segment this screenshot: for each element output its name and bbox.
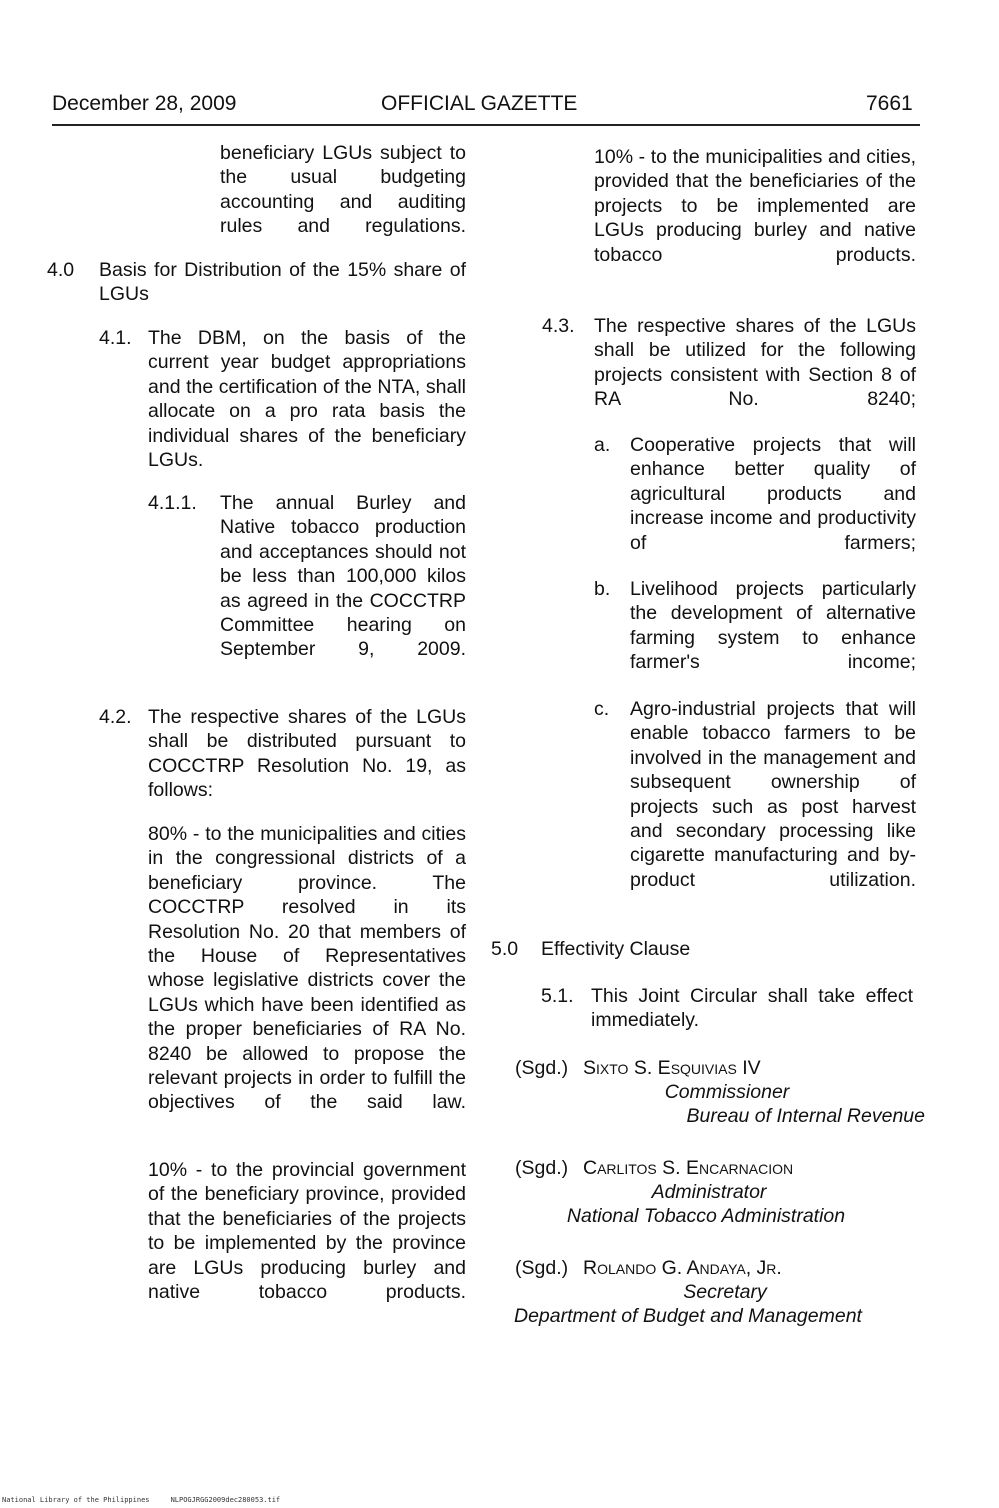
signatory-1-name: Sixto S. Esquivias IV bbox=[583, 1057, 761, 1079]
section-4-2-number: 4.2. bbox=[99, 706, 132, 728]
section-4-1-1-number: 4.1.1. bbox=[148, 492, 197, 514]
intro-paragraph: beneficiary LGUs subject to the usual budgeting accounting and auditing rules and regulations. bbox=[220, 142, 466, 238]
signatory-3-prefix: (Sgd.) bbox=[515, 1257, 569, 1279]
section-4-number: 4.0 bbox=[47, 259, 75, 281]
signatory-2-prefix: (Sgd.) bbox=[515, 1157, 569, 1179]
section-4-2-text: The respective shares of the LGUs shall be distributed pursuant to COCCTRP Resolution No. 19, as follows: bbox=[148, 706, 466, 802]
signatory-1-office: Bureau of Internal Revenue bbox=[686, 1105, 925, 1127]
section-4-3-text: The respective shares of the LGUs shall be utilized for the following projects consistent with Section 8 of RA No. 8240; bbox=[594, 315, 916, 411]
section-5-1-text: This Joint Circular shall take effect immediately. bbox=[591, 985, 913, 1032]
section-4-title: Basis for Distribution of the 15% share of LGUs bbox=[99, 259, 466, 306]
paragraph-10-percent-province: 10% - to the provincial government of the beneficiary province, provided that the beneficiaries of the projects to be implemented by the province are LGUs producing burley and native tobacco products. bbox=[148, 1159, 466, 1304]
paragraph-10-percent-municipalities: 10% - to the municipalities and cities, provided that the beneficiaries of the projects to be implemented are LGUs producing burley and native tobacco products. bbox=[594, 146, 916, 266]
header-page-number: 7661 bbox=[866, 92, 913, 115]
signatory-2-name: Carlitos S. Encarnacion bbox=[583, 1157, 794, 1179]
signatory-1-prefix: (Sgd.) bbox=[515, 1057, 569, 1079]
signatory-1-title: Commissioner bbox=[664, 1081, 790, 1103]
item-b-label: b. bbox=[594, 578, 611, 600]
item-a-text: Cooperative projects that will enhance better quality of agricultural products and increase income and productivity of farmers; bbox=[630, 434, 916, 554]
section-5-number: 5.0 bbox=[491, 938, 519, 960]
item-c-text: Agro-industrial projects that will enable tobacco farmers to be involved in the management and subsequent ownership of projects such as post harvest and secondary processing like cigarette manufacturing and by-product utilization. bbox=[630, 698, 916, 891]
header-date: December 28, 2009 bbox=[52, 92, 237, 115]
item-b-text: Livelihood projects particularly the development of alternative farming system to enhance farmer's income; bbox=[630, 578, 916, 674]
signatory-2-office: National Tobacco Administration bbox=[566, 1205, 846, 1227]
signatory-3-office: Department of Budget and Management bbox=[514, 1305, 862, 1327]
scan-footer: National Library of the Philippines NLPOGJRGG2009dec280053.tif bbox=[2, 1496, 281, 1504]
section-4-1-text: The DBM, on the basis of the current year budget appropriations and the certification of the NTA, shall allocate on a pro rata basis the individual shares of the beneficiary LGUs. bbox=[148, 327, 466, 472]
signatory-2-title: Administrator bbox=[651, 1181, 767, 1203]
header-rule bbox=[52, 124, 920, 126]
signatory-3-name: Rolando G. Andaya, Jr. bbox=[583, 1257, 782, 1279]
item-a-label: a. bbox=[594, 434, 611, 456]
paragraph-80-percent: 80% - to the municipalities and cities in the congressional districts of a beneficiary province. The COCCTRP resolved in its Resolution No. 20 that members of the House of Representatives whose legislative districts cover the LGUs which have been identified as the proper beneficiaries of RA No. 8240 be allowed to propose the relevant projects in order to fulfill the objectives of the said law. bbox=[148, 823, 466, 1114]
signatory-3-title: Secretary bbox=[683, 1281, 767, 1303]
item-c-label: c. bbox=[594, 698, 610, 720]
section-4-3-number: 4.3. bbox=[542, 315, 575, 337]
section-5-title: Effectivity Clause bbox=[541, 938, 691, 960]
section-5-1-number: 5.1. bbox=[541, 985, 574, 1007]
section-4-1-1-text: The annual Burley and Native tobacco production and acceptances should not be less than 100,000 kilos as agreed in the COCCTRP Committee hearing on September 9, 2009. bbox=[220, 492, 466, 661]
header-title: OFFICIAL GAZETTE bbox=[381, 92, 578, 115]
section-4-1-number: 4.1. bbox=[99, 327, 132, 349]
